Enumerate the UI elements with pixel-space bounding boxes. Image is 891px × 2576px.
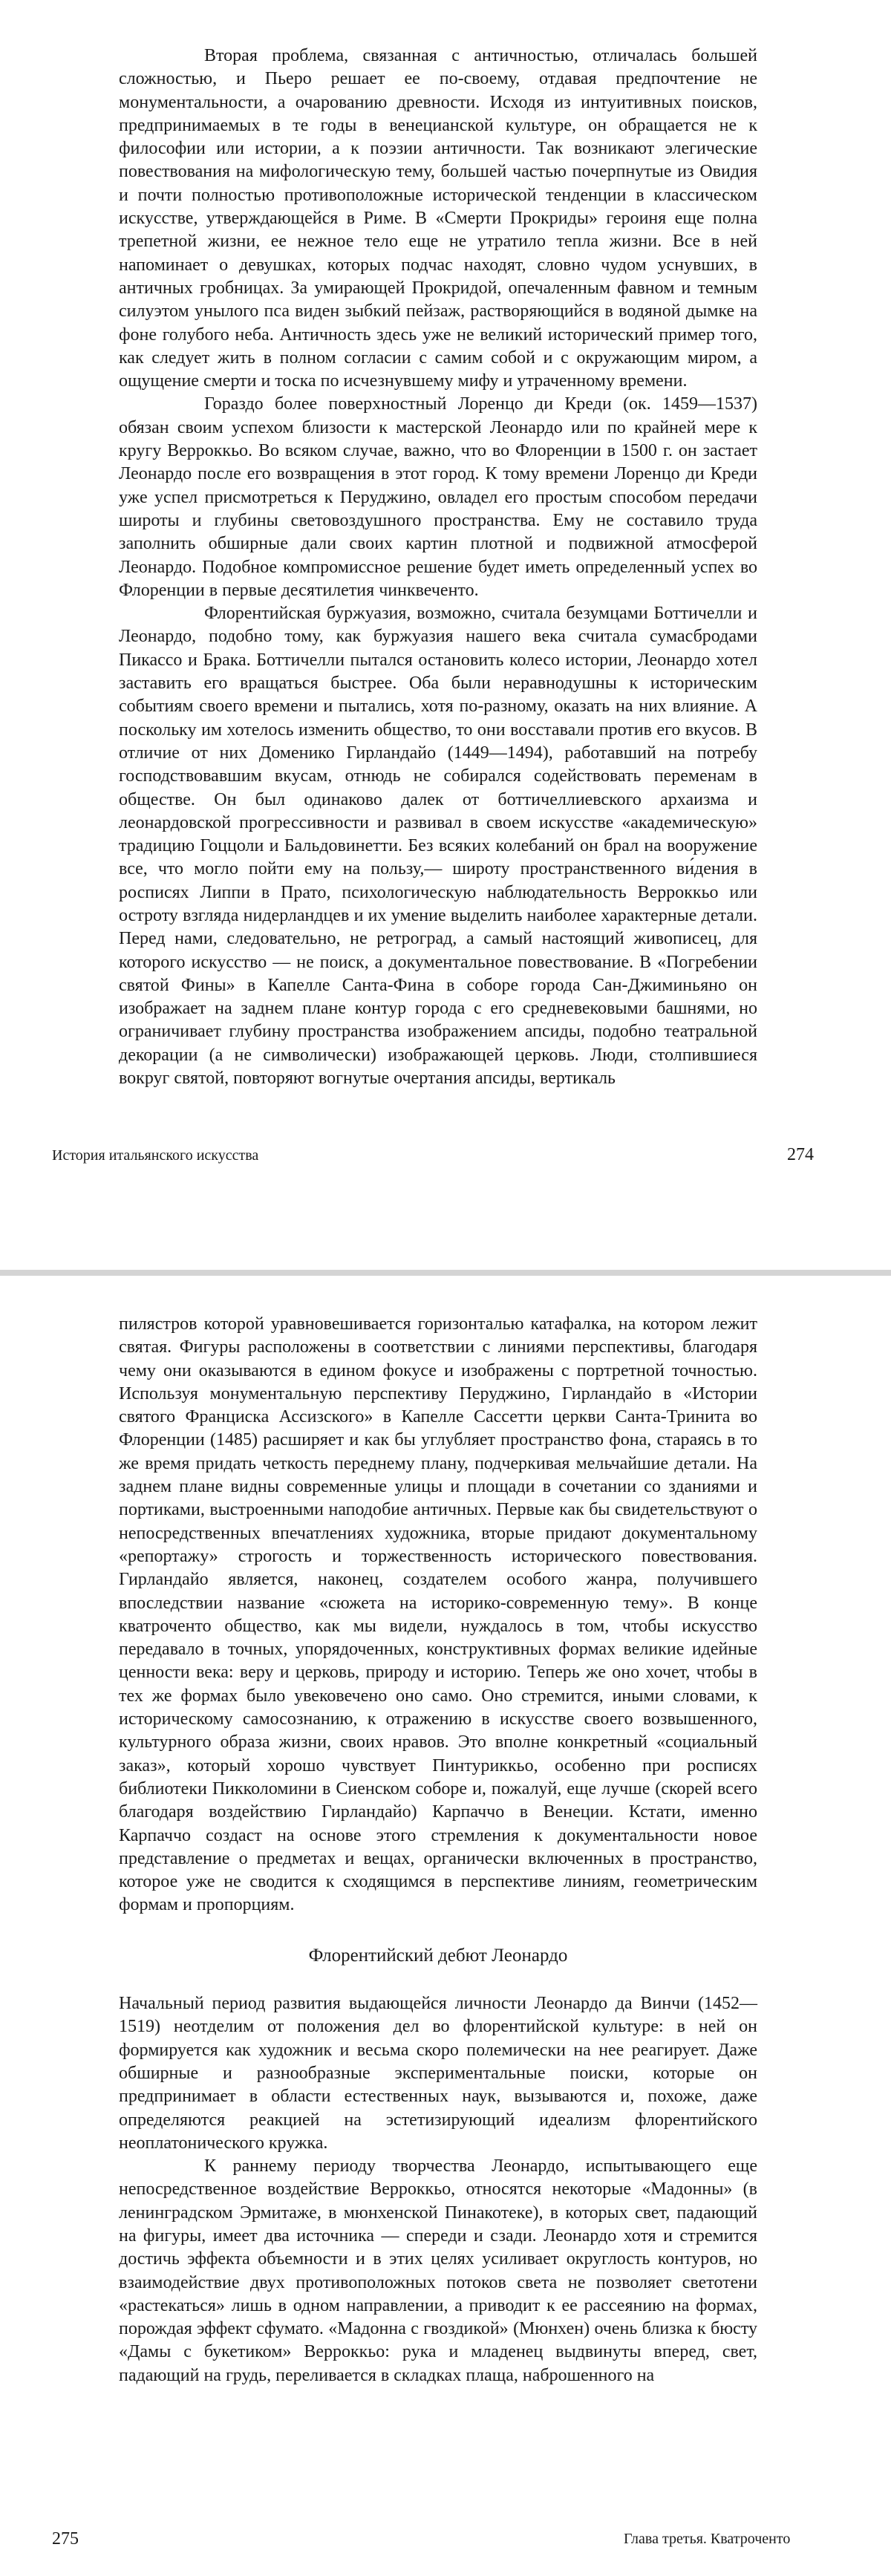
paragraph-leonardo-early: К раннему периоду творчества Леонардо, испытывающего еще непосредственное воздействие Верроккьо, относятся некоторые «Мадонны» (в ленинградском Эрмитаже, в мюнхенской Пинакотеке), в которых свет, падающий на фигуры, имеет два источника — спереди и сзади. Леонардо хотя и стремится достичь эффекта объемности и в этих целях усиливает округлость контуров, но взаимодействие двух противоположных потоков света не позволяет светотени «растекаться» лишь в одном направлении, а приводит к ее рассеянию на формах, порождая эффект сфумато. «Мадонна с гвоздикой» (Мюнхен) очень близка к бюсту «Дамы с букетиком» Верроккьо: рука и младенец выдвинуты вперед, свет, падающий на грудь, переливается в складках плаща, наброшенного на xyxy=(119,2156,757,2385)
page-274 xyxy=(0,0,891,1270)
running-footer-book-title: История итальянского искусства xyxy=(52,1147,259,1164)
page-number: 275 xyxy=(52,2529,79,2549)
paragraph-ghirlandaio-continued: пилястров которой уравновешивается горизонталью катафалка, на котором лежит святая. Фигуры расположены в соответствии с линиями перспективы, благодаря чему они оказываются в едином фокусе и изображены с портретной точностью. Используя монументальную перспективу Перуджино, Гирландайо в «Истории святого Франциска Ассизского» в Капелле Сассетти церкви Санта-Тринита во Флоренции (1485) расширяет и как бы углубляет пространство фона, стараясь в то же время придать четкость переднему плану, подчеркивая мельчайшие детали. На заднем плане видны современные улицы и площади в сочетании со зданиями и портиками, выстроенными наподобие античных. Первые как бы свидетельствуют о непосредственных впечатлениях художника, вторые придают документальному «репортажу» строгость и торжественность исторического повествования. Гирландайо является, наконец, создателем особого жанра, получившего впоследствии название «сюжета на историко-современную тему». В конце кватроченто общество, как мы видели, нуждалось в том, чтобы искусство передавало в точных, упорядоченных, конструктивных формах великие идейные ценности века: веру и церковь, природу и историю. Теперь же оно хочет, чтобы в тех же формах было увековечено оно само. Оно стремится, иными словами, к историческому самосознанию, к отражению в искусстве своего возвышенного, культурного образа жизни, своих нравов. Это вполне конкретный «социальный заказ», который хорошо чувствует Пинтуриккьо, особенно при росписях библиотеки Пикколомини в Сиенском соборе и, пожалуй, еще лучше (скорей всего благодаря воздействию Гирландайо) Карпаччо в Венеции. Кстати, именно Карпаччо создаст на основе этого стремления к документальности новое представление о предметах и вещах, органически включенных в пространство, которое уже не сводится к сходящимся в перспективе линиям, геометрическим формам и пропорциям. xyxy=(119,1314,757,1915)
paragraph-lorenzo-di-credi: Гораздо более поверхностный Лоренцо ди Креди (ок. 1459—1537) обязан своим успехом близости к мастерской Леонардо или по крайней мере к кругу Верроккьо. Во всяком случае, важно, что во Флоренции в 1500 г. он застает Леонардо после его возвращения в этот город. К тому времени Лоренцо ди Креди уже успел присмотреться к Перуджино, овладел его простым способом передачи широты и глубины световоздушного пространства. Ему не составило труда заполнить обширные дали своих картин плотной и подвижной атмосферой Леонардо. Подобное компромиссное решение будет иметь определенный успех во Флоренции в первые десятилетия чинквеченто. xyxy=(119,394,757,600)
section-heading: Флорентийский дебют Леонардо xyxy=(308,1945,568,1966)
running-footer-chapter-title: Глава третья. Кватроченто xyxy=(624,2531,791,2547)
page-275-text xyxy=(119,1313,757,2387)
page-divider xyxy=(0,1270,891,1276)
page-number: 274 xyxy=(787,1145,814,1164)
paragraph-florentine-bourgeoisie: Флорентийская буржуазия, возможно, считала безумцами Боттичелли и Леонардо, подобно тому, как буржуазия нашего века считала сумасбродами Пикассо и Брака. Боттичелли пытался остановить колесо истории, Леонардо хотел заставить его вращаться быстрее. Оба были неравнодушны к историческим событиям своего времени и пытались, хотя по-разному, оказать на них влияние. А поскольку им хотелось изменить общество, то они восставали против его вкусов. В отличие от них Доменико Гирландайо (1449—1494), работавший на потребу господствовавшим вкусам, отнюдь не собирался содействовать переменам в обществе. Он был одинаково далек от боттичеллиевского архаизма и леонардовской прогрессивности и развивал в своем искусстве «академическую» традицию Гоццоли и Бальдовинетти. Без всяких колебаний он брал на вооружение все, что могло пойти ему на пользу,— широту пространственного ви́дения в росписях Липпи в Прато, психологическую наблюдательность Верроккьо или остроту взгляда нидерландцев и их умение выделить наиболее характерные детали. Перед нами, следовательно, не ретроград, а самый настоящий живописец, для которого искусство — не поиск, а документальное повествование. В «Погребении святой Фины» в Капелле Санта-Фина в соборе города Сан-Джиминьяно он изображает на заднем плане контур города с его средневековыми башнями, но ограничивает глубину пространства изображением апсиды, подобно театральной декорации (а не символически) изображающей церковь. Люди, столпившиеся вокруг святой, повторяют вогнутые очертания апсиды, вертикаль xyxy=(119,604,757,1089)
paragraph-antiquity: Вторая проблема, связанная с античностью, отличалась большей сложностью, и Пьеро решает ее по-своему, отдавая предпочтение не монументальности, а очарованию древности. Исходя из интуитивных поисков, предпринимаемых в те годы в венецианской культуре, он обращается не к философии или истории, а к поэзии античности. Так возникают элегические повествования на мифологическую тему, большей частью почерпнутые из Овидия и почти полностью противоположные исторической тенденции в классическом искусстве, утверждающейся в Риме. В «Смерти Прокриды» героиня еще полна трепетной жизни, ее нежное тело еще не утратило тепла жизни. Все в ней напоминает о девушках, которых подчас находят, словно чудом уснувших, в античных гробницах. За умирающей Прокридой, опечаленным фавном и темным силуэтом унылого пса виден зыбкий пейзаж, растворяющийся в водяной дымке на фоне голубого неба. Античность здесь уже не великий исторический пример того, как следует жить в полном согласии с самим собой и с окружающим миром, а ощущение смерти и тоска по исчезнувшему мифу и утраченному времени. xyxy=(119,46,757,391)
page-275 xyxy=(0,1276,891,2576)
page-274-text xyxy=(119,45,757,1090)
paragraph-leonardo-intro: Начальный период развития выдающейся личности Леонардо да Винчи (1452—1519) неотделим от положения дел во флорентийской культуре: в ней он формируется как художник и весьма скоро полемически на нее реагирует. Даже обширные и разнообразные экспериментальные поиски, которые он предпринимает в области естественных наук, вызываются и, похоже, даже определяются реакцией на эстетизирующий идеализм флорентийского неоплатонического кружка. xyxy=(119,1994,757,2153)
